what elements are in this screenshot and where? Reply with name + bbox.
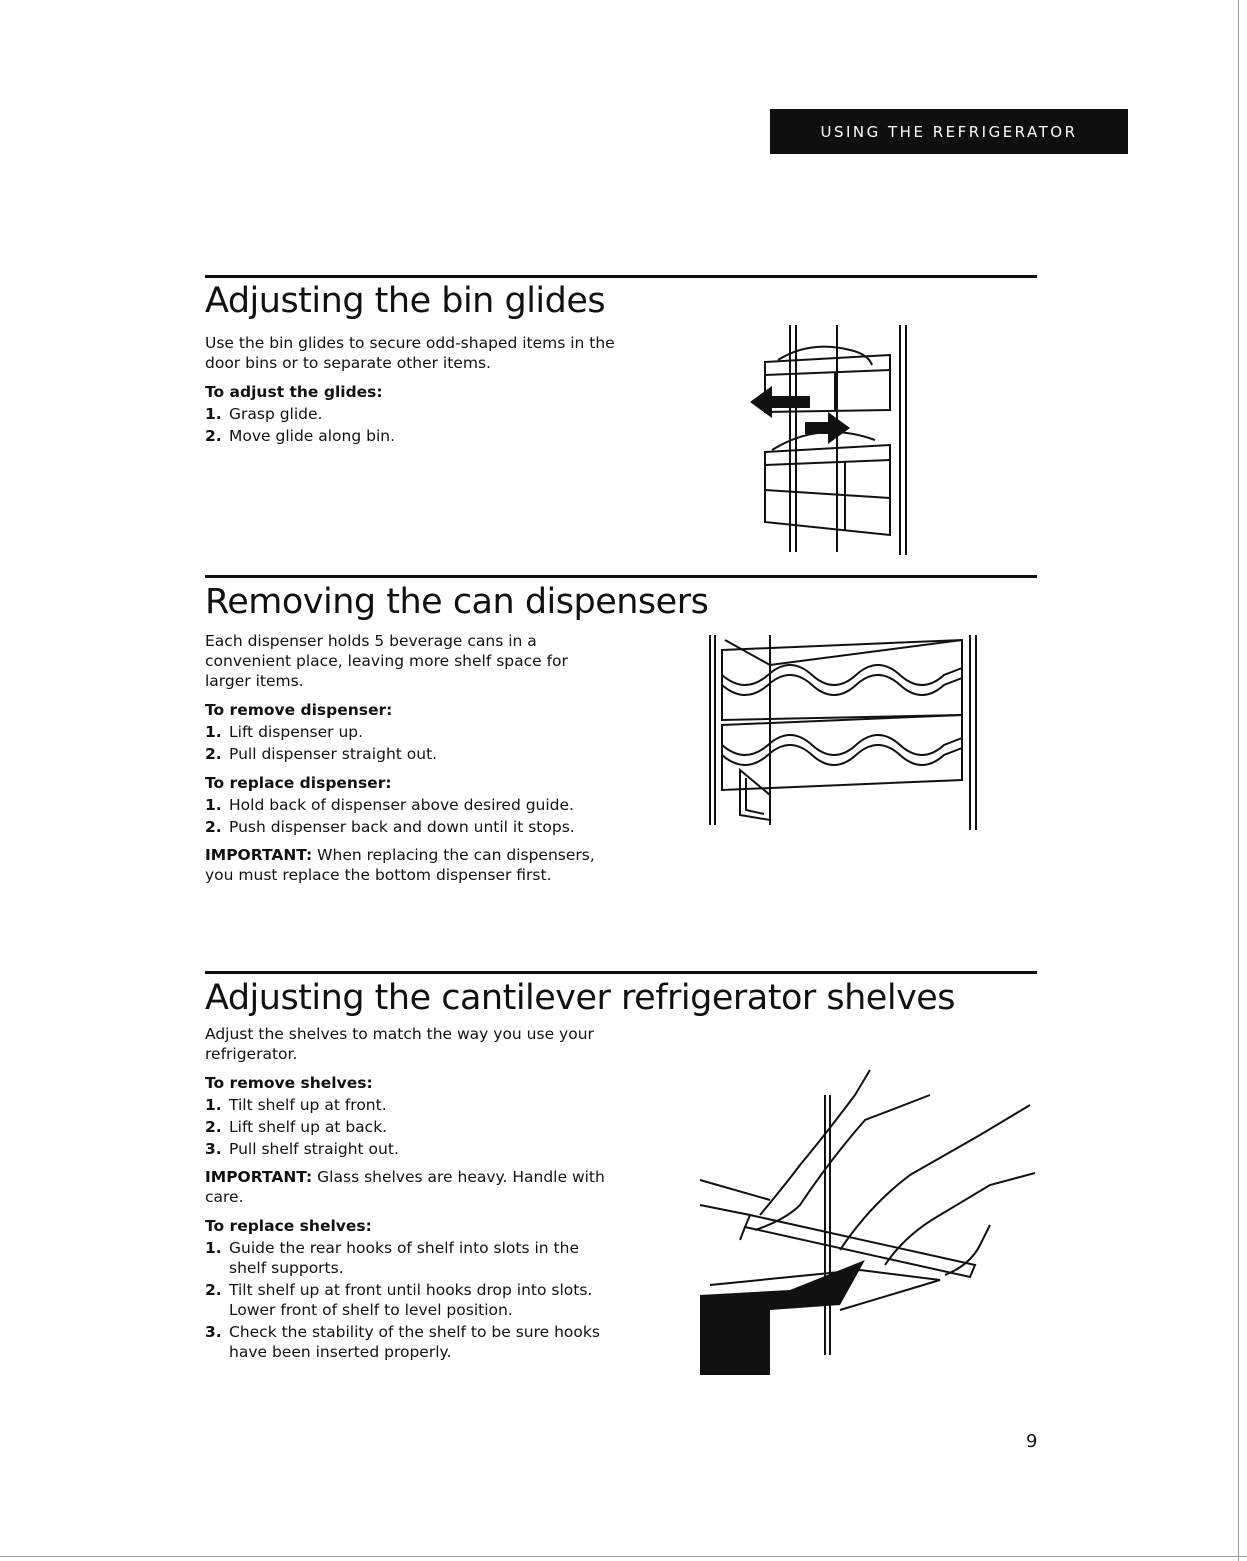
step-text: Lift dispenser up. xyxy=(229,723,364,741)
step-number: 1. xyxy=(205,796,222,814)
step-item xyxy=(205,1139,615,1159)
section-body xyxy=(205,631,615,885)
step-item xyxy=(205,404,615,424)
step-text: Grasp glide. xyxy=(229,405,323,423)
intro-paragraph: Adjust the shelves to match the way you use your refrigerator. xyxy=(205,1025,594,1063)
step-number: 1. xyxy=(205,1096,222,1114)
step-text: Tilt shelf up at front until hooks drop into slots. Lower front of shelf to level position. xyxy=(229,1281,593,1319)
step-number: 2. xyxy=(205,745,222,763)
step-list xyxy=(205,1238,615,1362)
intro-paragraph: Each dispenser holds 5 beverage cans in a convenient place, leaving more shelf space for larger items. xyxy=(205,632,568,690)
cantilever-shelf-illustration xyxy=(690,1065,1045,1385)
bin-glide-illustration xyxy=(750,320,920,560)
step-item xyxy=(205,426,615,446)
can-dispenser-illustration xyxy=(700,630,990,835)
important-note xyxy=(205,1167,615,1207)
page-edge xyxy=(1238,0,1239,1561)
step-list xyxy=(205,722,615,764)
step-list xyxy=(205,1095,615,1159)
section-title: Adjusting the bin glides xyxy=(205,281,606,321)
step-text: Pull shelf straight out. xyxy=(229,1140,399,1158)
section-divider xyxy=(205,275,1037,278)
section-body xyxy=(205,333,615,448)
step-number: 2. xyxy=(205,1118,222,1136)
instruction-subhead: To replace dispenser: xyxy=(205,774,392,792)
step-item xyxy=(205,722,615,742)
section-divider xyxy=(205,971,1037,974)
step-item xyxy=(205,1117,615,1137)
step-text: Pull dispenser straight out. xyxy=(229,745,438,763)
step-item xyxy=(205,1322,615,1362)
step-text: Tilt shelf up at front. xyxy=(229,1096,387,1114)
step-item xyxy=(205,1238,615,1278)
important-label: IMPORTANT: xyxy=(205,1168,313,1186)
important-label: IMPORTANT: xyxy=(205,846,313,864)
arrow-left-icon xyxy=(750,386,810,418)
instruction-subhead: To adjust the glides: xyxy=(205,383,383,401)
step-number: 1. xyxy=(205,1239,222,1257)
step-text: Guide the rear hooks of shelf into slots in the shelf supports. xyxy=(229,1239,579,1277)
step-text: Hold back of dispenser above desired guide. xyxy=(229,796,574,814)
arrow-right-icon xyxy=(805,412,850,444)
step-item xyxy=(205,1280,615,1320)
page-number: 9 xyxy=(1026,1431,1038,1452)
step-item xyxy=(205,1095,615,1115)
step-text: Move glide along bin. xyxy=(229,427,396,445)
step-list xyxy=(205,404,615,446)
step-text: Lift shelf up at back. xyxy=(229,1118,388,1136)
step-number: 2. xyxy=(205,427,222,445)
step-number: 1. xyxy=(205,723,222,741)
instruction-subhead: To remove shelves: xyxy=(205,1074,373,1092)
step-text: Push dispenser back and down until it stops. xyxy=(229,818,575,836)
step-number: 3. xyxy=(205,1140,222,1158)
important-text: Glass shelves are heavy. Handle with care. xyxy=(205,1168,605,1206)
page-edge xyxy=(0,1556,1247,1557)
important-text: When replacing the can dispensers, you must replace the bottom dispenser first. xyxy=(205,846,595,884)
step-number: 1. xyxy=(205,405,222,423)
section-header-label: USING THE REFRIGERATOR xyxy=(820,122,1078,141)
instruction-subhead: To remove dispenser: xyxy=(205,701,393,719)
important-note xyxy=(205,845,615,885)
step-number: 2. xyxy=(205,818,222,836)
section-title: Adjusting the cantilever refrigerator shelves xyxy=(205,978,956,1018)
section-body xyxy=(205,1024,615,1364)
intro-paragraph: Use the bin glides to secure odd-shaped items in the door bins or to separate other items. xyxy=(205,334,615,372)
step-text: Check the stability of the shelf to be sure hooks have been inserted properly. xyxy=(229,1323,600,1361)
step-item xyxy=(205,744,615,764)
section-header-tab xyxy=(770,109,1128,154)
step-number: 3. xyxy=(205,1323,222,1341)
step-item xyxy=(205,817,615,837)
section-title: Removing the can dispensers xyxy=(205,582,709,622)
instruction-subhead: To replace shelves: xyxy=(205,1217,372,1235)
step-number: 2. xyxy=(205,1281,222,1299)
step-list xyxy=(205,795,615,837)
step-item xyxy=(205,795,615,815)
section-divider xyxy=(205,575,1037,578)
